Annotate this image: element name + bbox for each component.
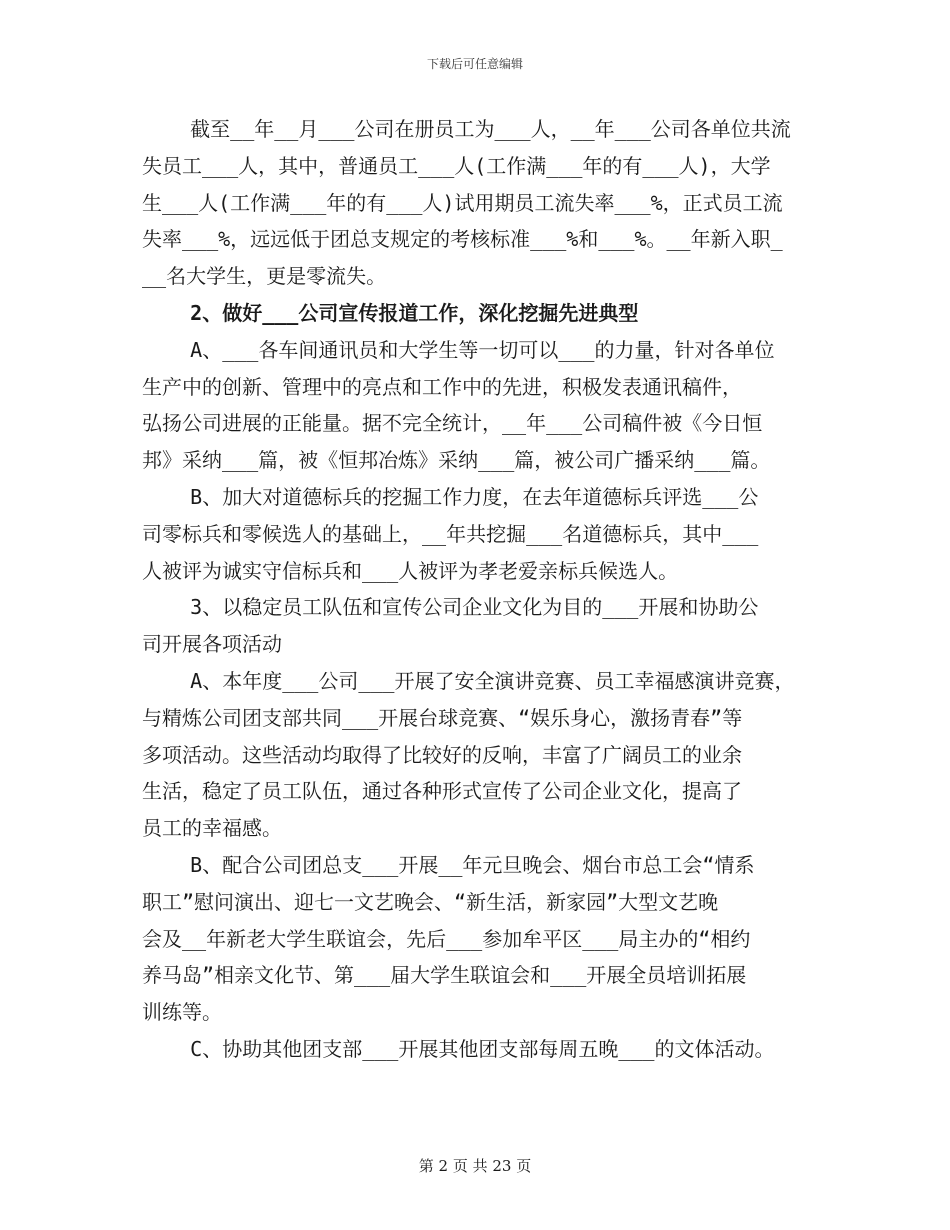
text-line: 多项活动。这些活动均取得了比较好的反响，丰富了广阔员工的业余 — [142, 742, 742, 767]
text-line: 3、以稳定员工队伍和宣传公司企业文化为目的___开展和协助公 — [142, 595, 759, 620]
text-line: 司开展各项活动 — [142, 632, 282, 657]
document-body — [142, 111, 816, 1068]
section-heading-line: 2、做好___公司宣传报道工作，深化挖掘先进典型 — [142, 300, 639, 325]
text-line: 生活，稳定了员工队伍，通过各种形式宣传了公司企业文化，提高了 — [142, 779, 742, 804]
text-line: 员工的幸福感。 — [142, 816, 282, 841]
page-footer: 第 2 页 共 23 页 — [418, 1157, 532, 1175]
text-line: 人被评为诚实守信标兵和___人被评为孝老爱亲标兵候选人。 — [142, 558, 679, 583]
text-line: 会及__年新老大学生联谊会，先后___参加牟平区___局主办的“相约 — [142, 926, 751, 951]
text-line: 司零标兵和零候选人的基础上，__年共挖掘___名道德标兵，其中___ — [142, 521, 759, 546]
text-line: 职工”慰问演出、迎七一文艺晚会、“新生活，新家园”大型文艺晚 — [142, 889, 719, 914]
text-line: 生产中的创新、管理中的亮点和工作中的先进，积极发表通讯稿件， — [142, 374, 742, 399]
text-line: 失率___%，远远低于团总支规定的考核标准___%和___%。__年新入职_ — [142, 227, 783, 252]
text-line: C、协助其他团支部___开展其他团支部每周五晚___的文体活动。 — [142, 1036, 775, 1061]
text-line: 邦》采纳___篇，被《恒邦冶炼》采纳___篇，被公司广播采纳___篇。 — [142, 448, 771, 473]
text-line: 弘扬公司进展的正能量。据不完全统计，__年___公司稿件被《今日恒 — [142, 411, 763, 436]
text-line: 养马岛”相亲文化节、第___届大学生联谊会和___开展全员培训拓展 — [142, 963, 747, 988]
page-header: 下载后可任意编辑 — [426, 57, 523, 71]
text-line: 截至__年__月___公司在册员工为___人，__年___公司各单位共流 — [142, 117, 791, 141]
text-line: B、配合公司团总支___开展__年元旦晚会、烟台市总工会“情系 — [142, 852, 755, 877]
text-line: A、___各车间通讯员和大学生等一切可以___的力量，针对各单位 — [142, 337, 775, 362]
text-line: 生___人(工作满___年的有___人)试用期员工流失率___%，正式员工流 — [142, 190, 783, 215]
text-line: 训练等。 — [142, 1000, 222, 1025]
text-line: B、加大对道德标兵的挖掘工作力度，在去年道德标兵评选___公 — [142, 484, 759, 509]
text-line: A、本年度___公司___开展了安全演讲竞赛、员工幸福感演讲竞赛， — [142, 668, 795, 693]
text-line: 与精炼公司团支部共同___开展台球竞赛、“娱乐身心，激扬青春”等 — [142, 705, 743, 730]
text-line: __名大学生，更是零流失。 — [142, 264, 387, 289]
text-line: 失员工___人，其中，普通员工___人(工作满___年的有___人)，大学 — [142, 153, 771, 178]
